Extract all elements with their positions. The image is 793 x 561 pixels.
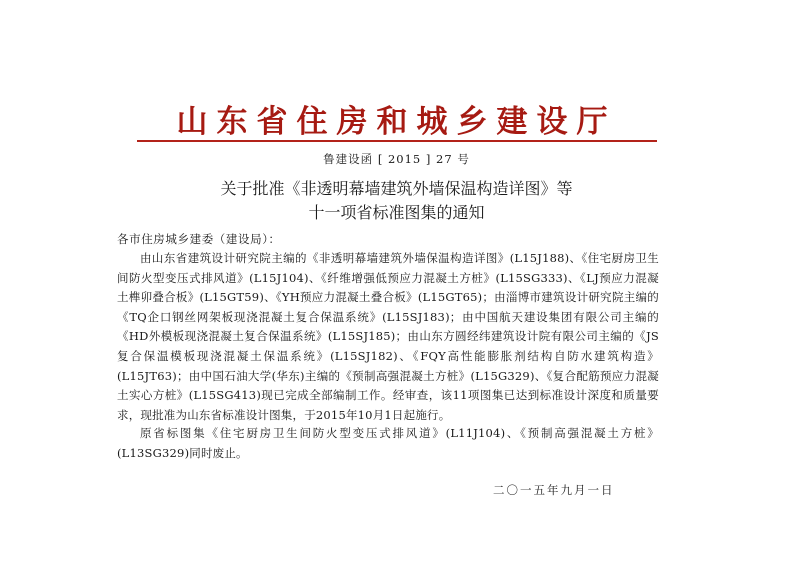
body-paragraph-2: 原省标图集《住宅厨房卫生间防火型变压式排风道》(L11J104)、《预制高强混凝土方桩》(L13SG329)同时废止。: [117, 426, 659, 460]
body-paragraph-1: 由山东省建筑设计研究院主编的《非透明幕墙建筑外墙保温构造详图》(L15J188)、《住宅厨房卫生间防火型变压式排风道》(L15J104)、《纤维增强低预应力混凝土方桩》(L15SG333)、《LJ预应力混凝土榫卯叠合板》(L15GT59)、《YH预应力混凝土叠合板》(L15GT65)；由淄博市建筑设计研究院主编的《TQ企口钢丝网架板现浇混凝土复合保温系统》(L15SJ183)；由中国航天建设集团有限公司主编的《HD外模板现浇混凝土复合保温系统》(L15SJ185)；由山东方圆经纬建筑设计院有限公司主编的《JS复合保温模板现浇混凝土保温系统》(L15SJ182)、《FQY高性能膨胀剂结构自防水建筑构造》(L15JT63)；由中国石油大学(华东)主编的《预制高强混凝土方桩》(L15G329)、《复合配筋预应力混凝土实心方桩》(L15SG413)现已完成全部编制工作。经审查，该11项图集已达到标准设计深度和质量要求，现批准为山东省标准设计图集，于2015年10月1日起施行。: [117, 251, 659, 422]
issuing-authority-title: 山东省住房和城乡建设厅: [176, 104, 617, 140]
notice-title: [0, 177, 793, 225]
issue-date: 二〇一五年九月一日: [493, 483, 615, 497]
red-header-divider: [137, 140, 657, 142]
document-number: 鲁建设函 [ 2015 ] 27 号: [323, 152, 470, 166]
addressee: 各市住房城乡建委（建设局）：: [117, 232, 281, 246]
notice-title-line-1: 关于批准《非透明幕墙建筑外墙保温构造详图》等: [220, 179, 573, 198]
notice-title-line-2: 十一项省标准图集的通知: [308, 203, 485, 222]
